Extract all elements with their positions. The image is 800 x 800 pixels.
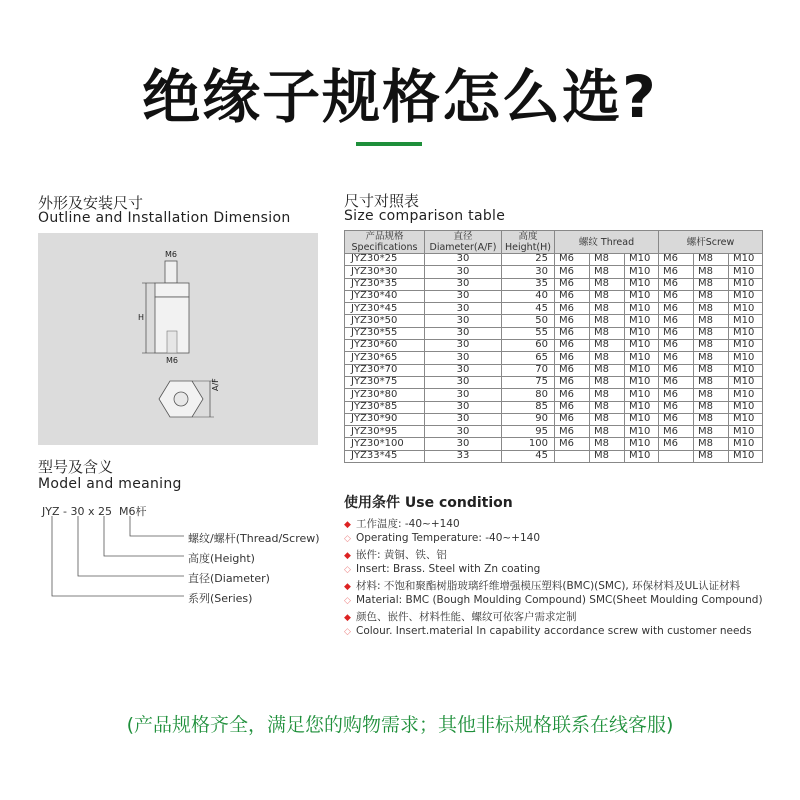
thread-cell: [555, 450, 590, 462]
height-cell: 65: [502, 352, 555, 364]
thread-cell: M8: [590, 315, 625, 327]
screw-cell: M10: [729, 254, 763, 266]
spec-cell: JYZ30*95: [345, 426, 425, 438]
use-condition-item: [344, 547, 447, 562]
thread-cell: M10: [625, 413, 659, 425]
af-label: A/F: [211, 378, 220, 391]
screw-cell: M6: [659, 438, 694, 450]
spec-cell: JYZ30*30: [345, 266, 425, 278]
screw-cell: M10: [729, 450, 763, 462]
header-height: 高度 Height(H): [502, 231, 555, 254]
diameter-cell: 30: [425, 254, 502, 266]
height-cell: 50: [502, 315, 555, 327]
spec-cell: JYZ30*40: [345, 290, 425, 302]
model-label-thread: 螺纹/螺杆(Thread/Screw): [188, 532, 320, 545]
screw-cell: M8: [694, 389, 729, 401]
model-title-cn: 型号及含义: [38, 458, 114, 476]
use-condition-item: [344, 594, 763, 606]
header-spec: 产品规格 Specifications: [345, 231, 425, 254]
thread-cell: M6: [555, 438, 590, 450]
table-row: [345, 426, 763, 438]
diameter-cell: 30: [425, 352, 502, 364]
screw-cell: M10: [729, 315, 763, 327]
thread-cell: M6: [555, 303, 590, 315]
thread-cell: M6: [555, 376, 590, 388]
height-cell: 45: [502, 303, 555, 315]
diamond-filled-icon: ◆: [344, 582, 351, 592]
diameter-cell: 30: [425, 278, 502, 290]
thread-cell: M8: [590, 364, 625, 376]
thread-cell: M6: [555, 290, 590, 302]
thread-cell: M6: [555, 340, 590, 352]
thread-cell: M10: [625, 315, 659, 327]
screw-cell: M6: [659, 303, 694, 315]
screw-cell: M10: [729, 290, 763, 302]
thread-cell: M6: [555, 278, 590, 290]
thread-cell: M10: [625, 340, 659, 352]
screw-cell: [659, 450, 694, 462]
height-cell: 35: [502, 278, 555, 290]
screw-cell: M10: [729, 340, 763, 352]
table-row: [345, 266, 763, 278]
diameter-cell: 30: [425, 315, 502, 327]
use-condition-text: 工作温度: -40~+140: [356, 518, 460, 530]
thread-cell: M8: [590, 401, 625, 413]
thread-cell: M8: [590, 352, 625, 364]
height-cell: 45: [502, 450, 555, 462]
use-condition-text: Colour. Insert.material In capability accordance screw with customer needs: [356, 624, 752, 637]
diameter-cell: 30: [425, 389, 502, 401]
screw-cell: M6: [659, 340, 694, 352]
spec-cell: JYZ30*25: [345, 254, 425, 266]
diamond-filled-icon: ◆: [344, 551, 351, 561]
height-cell: 95: [502, 426, 555, 438]
screw-cell: M8: [694, 364, 729, 376]
model-leader-lines: [0, 0, 340, 620]
screw-cell: M6: [659, 290, 694, 302]
use-condition-text: Material: BMC (Bough Moulding Compound) SMC(Sheet Moulding Compound): [356, 593, 763, 606]
diameter-cell: 30: [425, 303, 502, 315]
height-cell: 85: [502, 401, 555, 413]
diameter-cell: 30: [425, 376, 502, 388]
spec-cell: JYZ30*85: [345, 401, 425, 413]
table-row: [345, 278, 763, 290]
screw-cell: M6: [659, 364, 694, 376]
height-cell: 55: [502, 327, 555, 339]
thread-cell: M6: [555, 364, 590, 376]
thread-cell: M6: [555, 413, 590, 425]
screw-cell: M8: [694, 426, 729, 438]
diameter-cell: 30: [425, 413, 502, 425]
screw-cell: M8: [694, 413, 729, 425]
screw-cell: M10: [729, 426, 763, 438]
screw-cell: M8: [694, 266, 729, 278]
diameter-cell: 30: [425, 438, 502, 450]
thread-cell: M8: [590, 303, 625, 315]
model-code: JYZ - 30 x 25 M6杆: [42, 505, 147, 518]
screw-cell: M6: [659, 327, 694, 339]
spec-cell: JYZ30*75: [345, 376, 425, 388]
screw-cell: M6: [659, 266, 694, 278]
thread-cell: M8: [590, 426, 625, 438]
height-cell: 80: [502, 389, 555, 401]
spec-cell: JYZ30*65: [345, 352, 425, 364]
thread-cell: M8: [590, 290, 625, 302]
screw-cell: M8: [694, 401, 729, 413]
thread-cell: M8: [590, 254, 625, 266]
thread-cell: M10: [625, 254, 659, 266]
table-row: [345, 401, 763, 413]
diamond-filled-icon: ◆: [344, 520, 351, 530]
table-row: [345, 438, 763, 450]
thread-cell: M8: [590, 389, 625, 401]
diameter-cell: 30: [425, 327, 502, 339]
screw-cell: M8: [694, 303, 729, 315]
table-body: [345, 254, 763, 463]
height-cell: 60: [502, 340, 555, 352]
footer-note: (产品规格齐全，满足您的购物需求；其他非标规格联系在线客服): [126, 714, 674, 736]
thread-cell: M10: [625, 450, 659, 462]
screw-cell: M8: [694, 290, 729, 302]
outline-title-en: Outline and Installation Dimension: [38, 210, 291, 226]
thread-cell: M8: [590, 438, 625, 450]
height-cell: 70: [502, 364, 555, 376]
size-title-en: Size comparison table: [344, 208, 506, 224]
spec-cell: JYZ30*80: [345, 389, 425, 401]
thread-cell: M10: [625, 389, 659, 401]
diameter-cell: 30: [425, 340, 502, 352]
thread-cell: M10: [625, 401, 659, 413]
thread-cell: M6: [555, 266, 590, 278]
thread-cell: M10: [625, 278, 659, 290]
use-condition-text: 颜色、嵌件、材料性能、螺纹可依客户需求定制: [356, 611, 577, 623]
spec-cell: JYZ30*50: [345, 315, 425, 327]
thread-cell: M6: [555, 315, 590, 327]
size-title-cn: 尺寸对照表: [344, 192, 420, 210]
thread-cell: M10: [625, 364, 659, 376]
screw-cell: M6: [659, 389, 694, 401]
screw-cell: M8: [694, 278, 729, 290]
thread-cell: M10: [625, 303, 659, 315]
screw-cell: M10: [729, 303, 763, 315]
spec-cell: JYZ30*100: [345, 438, 425, 450]
screw-cell: M8: [694, 254, 729, 266]
thread-cell: M6: [555, 327, 590, 339]
screw-cell: M6: [659, 278, 694, 290]
header-diameter: 直径 Diameter(A/F): [425, 231, 502, 254]
screw-cell: M8: [694, 340, 729, 352]
use-condition-item: [344, 625, 752, 637]
diamond-outline-icon: ◇: [344, 626, 351, 637]
header-thread: 螺纹 Thread: [555, 231, 659, 254]
diamond-outline-icon: ◇: [344, 564, 351, 575]
screw-cell: M8: [694, 438, 729, 450]
thread-cell: M8: [590, 413, 625, 425]
screw-cell: M6: [659, 315, 694, 327]
thread-cell: M10: [625, 376, 659, 388]
use-condition-item: [344, 532, 540, 544]
table-row: [345, 413, 763, 425]
title-underline: [356, 142, 422, 146]
use-condition-title: 使用条件 Use condition: [344, 495, 513, 511]
diamond-filled-icon: ◆: [344, 613, 351, 623]
diameter-cell: 30: [425, 266, 502, 278]
size-table: [344, 230, 763, 463]
thread-cell: M8: [590, 450, 625, 462]
spec-cell: JYZ30*70: [345, 364, 425, 376]
thread-cell: M8: [590, 376, 625, 388]
screw-cell: M6: [659, 426, 694, 438]
thread-cell: M6: [555, 389, 590, 401]
use-condition-text: 嵌件: 黄铜、铁、铝: [356, 549, 447, 561]
thread-cell: M6: [555, 426, 590, 438]
spec-cell: JYZ33*45: [345, 450, 425, 462]
thread-bottom-label: M6: [166, 356, 178, 365]
height-cell: 40: [502, 290, 555, 302]
screw-cell: M8: [694, 315, 729, 327]
table-row: [345, 315, 763, 327]
table-row: [345, 303, 763, 315]
model-title-en: Model and meaning: [38, 476, 182, 492]
screw-cell: M6: [659, 401, 694, 413]
thread-cell: M10: [625, 290, 659, 302]
diamond-outline-icon: ◇: [344, 533, 351, 544]
table-row: [345, 340, 763, 352]
table-header-row: [345, 231, 763, 254]
use-condition-item: [344, 563, 540, 575]
screw-cell: M10: [729, 401, 763, 413]
page-title: 绝缘子规格怎么选?: [142, 63, 658, 131]
thread-cell: M6: [555, 401, 590, 413]
diameter-cell: 30: [425, 426, 502, 438]
thread-cell: M10: [625, 327, 659, 339]
table-row: [345, 450, 763, 462]
use-condition-text: 材料: 不饱和聚酯树脂玻璃纤维增强模压塑料(BMC)(SMC), 环保材料及UL认证材料: [356, 580, 741, 592]
screw-cell: M8: [694, 352, 729, 364]
table-row: [345, 254, 763, 266]
thread-cell: M10: [625, 352, 659, 364]
height-cell: 100: [502, 438, 555, 450]
outline-title-cn: 外形及安装尺寸: [38, 194, 144, 212]
thread-cell: M6: [555, 254, 590, 266]
screw-cell: M6: [659, 352, 694, 364]
screw-cell: M10: [729, 376, 763, 388]
screw-cell: M6: [659, 376, 694, 388]
screw-cell: M6: [659, 413, 694, 425]
model-label-diameter: 直径(Diameter): [188, 572, 270, 585]
model-label-height: 高度(Height): [188, 552, 255, 565]
thread-cell: M10: [625, 266, 659, 278]
screw-cell: M8: [694, 376, 729, 388]
screw-cell: M10: [729, 364, 763, 376]
height-cell: 75: [502, 376, 555, 388]
height-cell: 90: [502, 413, 555, 425]
diameter-cell: 33: [425, 450, 502, 462]
spec-cell: JYZ30*35: [345, 278, 425, 290]
thread-cell: M8: [590, 340, 625, 352]
table-row: [345, 327, 763, 339]
diamond-outline-icon: ◇: [344, 595, 351, 606]
thread-cell: M6: [555, 352, 590, 364]
thread-cell: M8: [590, 266, 625, 278]
use-condition-item: [344, 516, 460, 531]
spec-cell: JYZ30*55: [345, 327, 425, 339]
screw-cell: M10: [729, 413, 763, 425]
spec-cell: JYZ30*45: [345, 303, 425, 315]
height-label: H: [138, 313, 145, 322]
screw-cell: M6: [659, 254, 694, 266]
use-condition-item: [344, 578, 740, 593]
screw-cell: M8: [694, 450, 729, 462]
thread-cell: M10: [625, 438, 659, 450]
table-row: [345, 352, 763, 364]
header-screw: 螺杆Screw: [659, 231, 763, 254]
table-row: [345, 290, 763, 302]
height-cell: 25: [502, 254, 555, 266]
diameter-cell: 30: [425, 290, 502, 302]
spec-cell: JYZ30*90: [345, 413, 425, 425]
table-row: [345, 364, 763, 376]
thread-cell: M8: [590, 278, 625, 290]
spec-cell: JYZ30*60: [345, 340, 425, 352]
screw-cell: M10: [729, 438, 763, 450]
screw-cell: M10: [729, 389, 763, 401]
thread-cell: M8: [590, 327, 625, 339]
screw-cell: M10: [729, 278, 763, 290]
use-condition-text: Operating Temperature: -40~+140: [356, 531, 541, 544]
model-label-series: 系列(Series): [188, 592, 253, 605]
diameter-cell: 30: [425, 401, 502, 413]
screw-cell: M10: [729, 266, 763, 278]
use-condition-text: Insert: Brass. Steel with Zn coating: [356, 562, 541, 575]
screw-cell: M10: [729, 327, 763, 339]
use-condition-item: [344, 609, 577, 624]
thread-cell: M10: [625, 426, 659, 438]
height-cell: 30: [502, 266, 555, 278]
table-row: [345, 376, 763, 388]
screw-cell: M8: [694, 327, 729, 339]
diameter-cell: 30: [425, 364, 502, 376]
thread-top-label: M6: [165, 250, 177, 259]
table-row: [345, 389, 763, 401]
screw-cell: M10: [729, 352, 763, 364]
